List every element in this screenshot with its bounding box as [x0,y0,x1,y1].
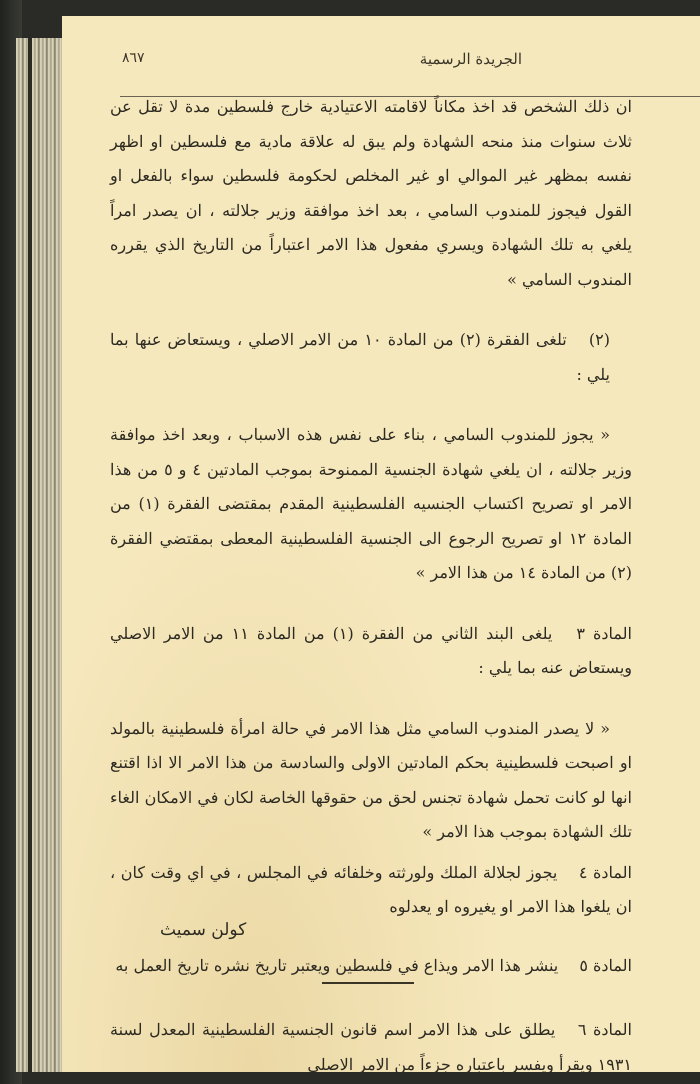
paragraph-text: يطلق على هذا الامر اسم قانون الجنسية الفلسطينية المعدل لسنة ١٩٣١ ويقرأ ويفسر باعتباره جزءاً من الامر الاصلي [110,1020,632,1074]
paragraph-label: المادة ٣ [576,623,633,643]
page-number: ٨٦٧ [122,50,145,66]
paragraph-text: « لا يصدر المندوب السامي مثل هذا الامر في حالة امرأة فلسطينية بالمولد او اصبحت فلسطينية بحكم المادتين الاولى والسادسة من هذا الامر الا اذا اقتنع انها لو كانت تحمل شهادة تجنس لحق من حقوقها الخاصة لكان في الامكان الغاء تلك الشهادة بموجب هذا الامر » [110,718,633,841]
paragraph-text: تلغى الفقرة (٢) من المادة ١٠ من الامر الاصلي ، ويستعاض عنها بما يلي : [110,330,610,384]
paragraph-label: المادة ٦ [577,1020,632,1039]
gazette-title: الجريدة الرسمية [419,50,522,68]
paragraph-text: « يجوز للمندوب السامي ، بناء على نفس هذه الاسباب ، وبعد اخذ موافقة وزير جلالته ، ان يلغي شهادة الجنسية الممنوحة بموجب المادتين ٤ و ٥ من هذا الامر او تصريح اكتساب الجنسيه الفلسطينية المقدم بمقتضى الفقرة (١) من المادة ١٢ او تصريح الرجوع الى الجنسية الفلسطينية المعطى بمقتضي الفقرة (٢) من المادة ١٤ من هذا الامر » [110,425,633,582]
paragraph-text: يجوز لجلالة الملك ولورثته وخلفائه في المجلس ، في اي وقت كان ، ان يلغوا هذا الامر او يغيروه او يعدلوه [110,862,632,916]
page-edges [16,38,62,1072]
page-header [118,50,700,74]
paragraph-article-6 [110,1013,632,1082]
paragraph-label: المادة ٤ [578,862,632,882]
signature: كولن سميث [160,920,247,940]
paragraph-article-3 [110,617,632,686]
paragraph-text: ينشر هذا الامر ويذاع في فلسطين ويعتبر تاريخ نشره تاريخ العمل به [115,955,559,975]
paragraph-continuation [110,90,632,297]
end-rule [322,982,414,984]
paragraph-article-4 [110,856,632,925]
paragraph-article-5 [110,949,632,984]
paragraph-subsection-2 [110,323,632,392]
paragraph-quote-2 [110,712,632,850]
paragraph-label: المادة ٥ [579,955,632,975]
paragraph-text: ان ذلك الشخص قد اخذ مكاناً لاقامته الاعتيادية خارج فلسطين مدة لا تقل عن ثلاث سنوات منذ منحه الشهادة ولم يبق له علاقة مادية مع فلسطين او اظهر نفسه بمظهر غير الموالي او غير المخلص لحكومة فلسطين سواء بالفعل او القول فيجوز للمندوب السامي ، بعد اخذ موافقة وزير جلالته ، ان يصدر امراً يلغي به تلك الشهادة ويسري مفعول هذا الامر اعتباراً من التاريخ الذي يقرره المندوب السامي » [110,97,633,289]
paragraph-label: (٢) [588,330,611,349]
paragraph-text: يلغى البند الثاني من الفقرة (١) من المادة ١١ من الامر الاصلي ويستعاض عنه بما يلي : [110,623,632,677]
paragraph-quote-1 [110,418,632,591]
